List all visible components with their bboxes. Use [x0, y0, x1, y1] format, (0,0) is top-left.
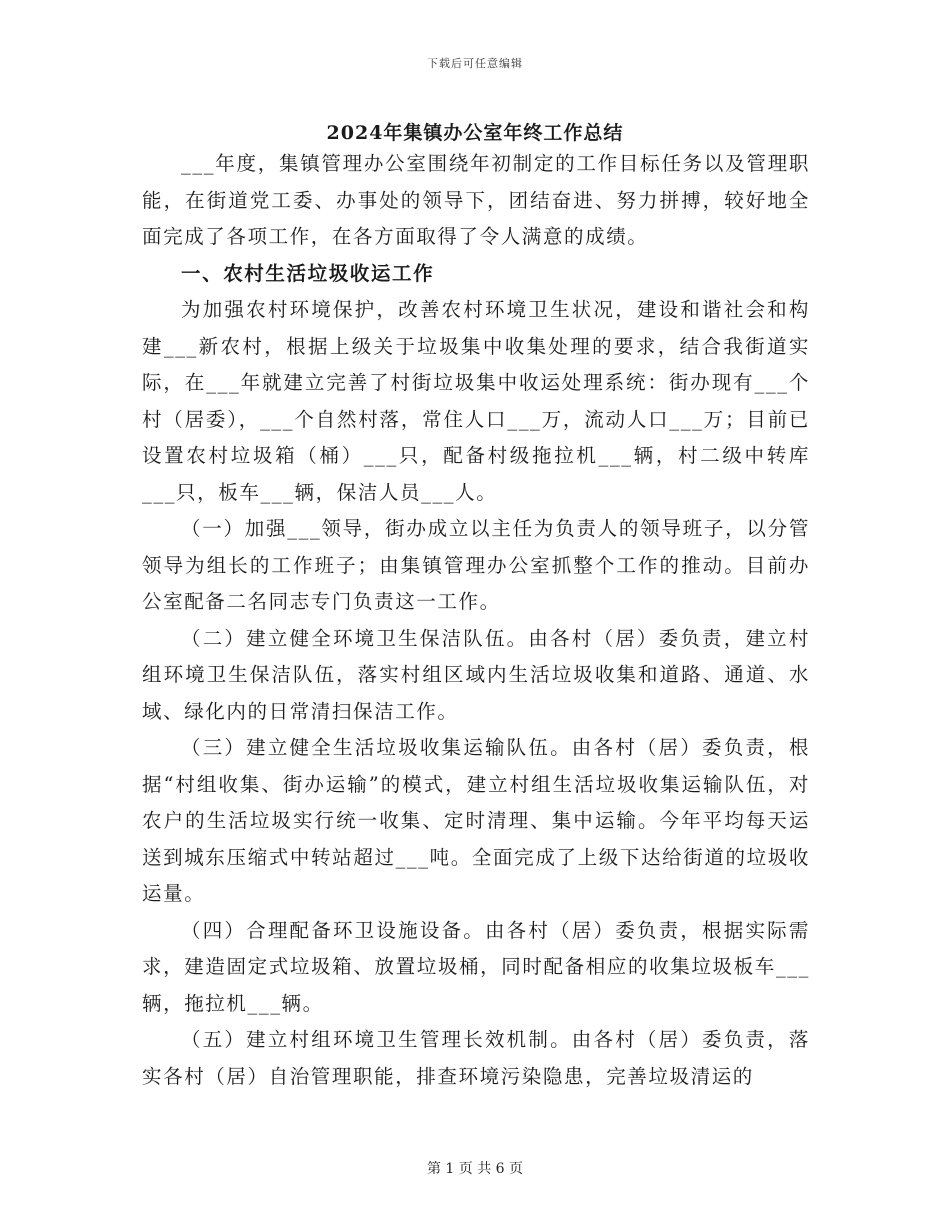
- body-paragraph: （一）加强___领导，街办成立以主任为负责人的领导班子，以分管领导为组长的工作班子；由集镇管理办公室抓整个工作的推动。目前办公室配备二名同志专门负责这一工作。: [142, 517, 810, 613]
- intro-paragraph: ___年度，集镇管理办公室围绕年初制定的工作目标任务以及管理职能，在街道党工委、办事处的领导下，团结奋进、努力拼搏，较好地全面完成了各项工作，在各方面取得了令人满意的成绩。: [142, 152, 810, 248]
- header-note: 下载后可任意编辑: [427, 57, 523, 70]
- document-title: 2024年集镇办公室年终工作总结: [326, 122, 624, 144]
- section-heading: 一、农村生活垃圾收运工作: [181, 261, 435, 285]
- document-body: [142, 146, 810, 1095]
- page-footer: 第 1 页 共 6 页: [426, 1161, 524, 1177]
- body-paragraph: （四）合理配备环卫设施设备。由各村（居）委负责，根据实际需求，建造固定式垃圾箱、放置垃圾桶，同时配备相应的收集垃圾板车___辆，拖拉机___辆。: [142, 918, 810, 1015]
- body-paragraph: （五）建立村组环境卫生管理长效机制。由各村（居）委负责，落实各村（居）自治管理职能，排查环境污染隐患，完善垃圾清运的: [142, 1028, 810, 1088]
- body-paragraph: （二）建立健全环境卫生保洁队伍。由各村（居）委负责，建立村组环境卫生保洁队伍，落实村组区域内生活垃圾收集和道路、通道、水域、绿化内的日常清扫保洁工作。: [142, 626, 810, 723]
- body-paragraph: 为加强农村环境保护，改善农村环境卫生状况，建设和谐社会和构建___新农村，根据上级关于垃圾集中收集处理的要求，结合我街道实际，在___年就建立完善了村街垃圾集中收运处理系统：街办现有___个村（居委），___个自然村落，常住人口___万，流动人口___万；目前已设置农村垃圾箱（桶）___只，配备村级拖拉机___辆，村二级中转库___只，板车___辆，保洁人员___人。: [142, 298, 810, 504]
- body-paragraph: （三）建立健全生活垃圾收集运输队伍。由各村（居）委负责，根据“村组收集、街办运输”的模式，建立村组生活垃圾收集运输队伍，对农户的生活垃圾实行统一收集、定时清理、集中运输。今年平均每天运送到城东压缩式中转站超过___吨。全面完成了上级下达给街道的垃圾收运量。: [142, 736, 810, 905]
